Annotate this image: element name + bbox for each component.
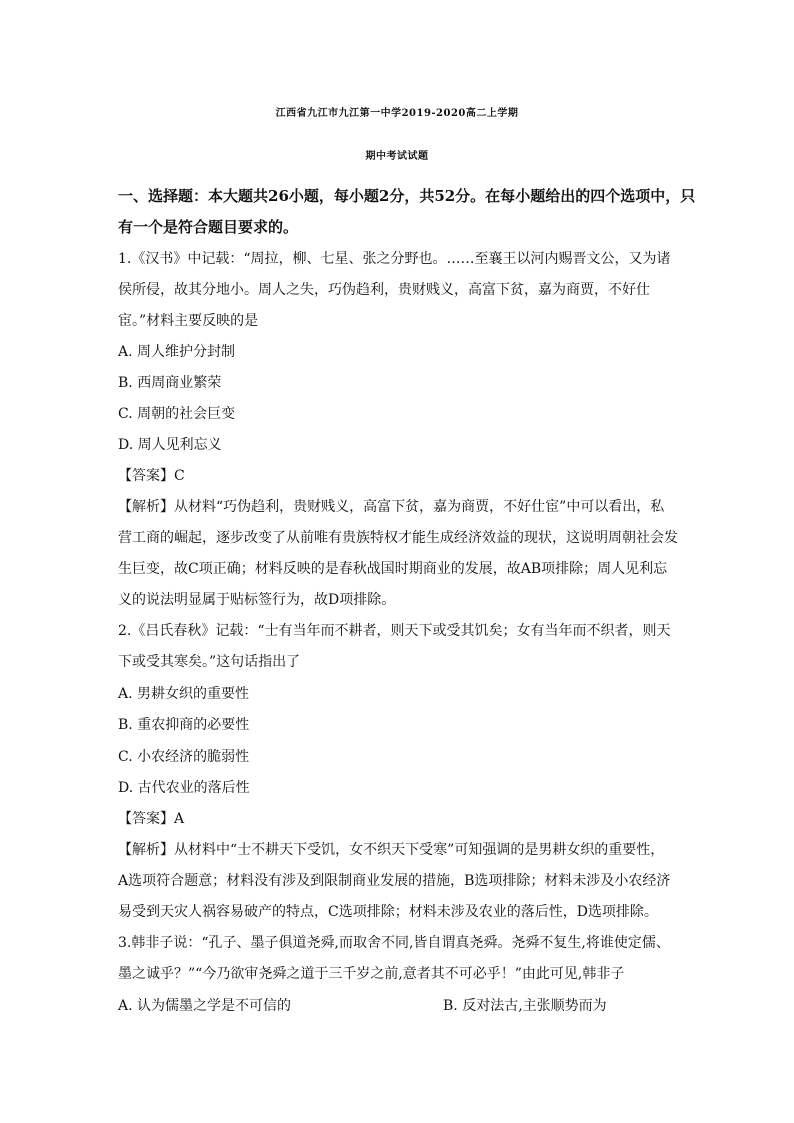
q1-option-b: B. 西周商业繁荣 (118, 375, 222, 391)
q2-analysis-line-2: A选项符合题意；材料没有涉及到限制商业发展的措施，B选项排除；材料未涉及小农经济 (118, 873, 671, 889)
q2-analysis-line-1: 【解析】从材料中“士不耕天下受饥，女不织天下受寒”可知强调的是男耕女织的重要性， (118, 842, 665, 858)
section-heading-line-1: 一、选择题：本大题共26小题，每小题2分，共52分。在每小题给出的四个选项中，只 (118, 187, 696, 205)
q3-stem-line-2: 墨之诚乎？”“今乃欲审尧舜之道于三千岁之前,意者其不可必乎！”由此可见,韩非子 (118, 966, 625, 982)
q1-stem-line-3: 宦。”材料主要反映的是 (118, 313, 259, 329)
q1-analysis-line-1: 【解析】从材料“巧伪趋利，贵财贱义，高富下贫，嘉为商贾，不好仕宦”中可以看出，私 (118, 499, 665, 515)
q1-stem-line-2: 侯所侵，故其分地小。周人之失，巧伪趋利，贵财贱义，高富下贫，嘉为商贾，不好仕 (118, 282, 650, 298)
q1-analysis-line-4: 义的说法明显属于贴标签行为，故D项排除。 (118, 592, 396, 608)
q2-option-a: A. 男耕女织的重要性 (118, 686, 250, 702)
q1-analysis-line-3: 生巨变，故C项正确；材料反映的是春秋战国时期商业的发展，故AB项排除；周人见利忘 (118, 561, 668, 577)
document-title-line-2: 期中考试试题 (365, 151, 429, 162)
q2-stem-line-2: 下或受其寒矣。”这句话指出了 (118, 654, 301, 670)
q2-answer: 【答案】A (118, 811, 185, 827)
q1-answer: 【答案】C (118, 468, 185, 484)
q2-option-b: B. 重农抑商的必要性 (118, 717, 250, 733)
q2-stem-line-1: 2.《吕氏春秋》记载：“士有当年而不耕者，则天下或受其饥矣；女有当年而不织者，则天 (118, 623, 671, 639)
q1-option-d: D. 周人见利忘义 (118, 437, 222, 453)
q1-stem-line-1: 1.《汉书》中记载：“周拉，柳、七星、张之分野也。……至襄王以河内赐晋文公，又为诸 (118, 251, 671, 267)
q2-analysis-line-3: 易受到天灾人祸容易破产的特点，C选项排除；材料未涉及农业的落后性，D选项排除。 (118, 904, 658, 920)
q3-option-a: A. 认为儒墨之学是不可信的 (118, 998, 292, 1014)
q2-option-c: C. 小农经济的脆弱性 (118, 749, 250, 765)
q2-option-d: D. 古代农业的落后性 (118, 780, 250, 796)
section-heading-line-2: 有一个是符合题目要求的。 (118, 218, 299, 236)
q3-option-b: B. 反对法古,主张顺势而为 (443, 998, 607, 1014)
document-title-line-1: 江西省九江市九江第一中学2019-2020高二上学期 (275, 108, 519, 119)
q3-stem-line-1: 3.韩非子说：“孔子、墨子俱道尧舜,而取舍不同,皆自谓真尧舜。尧舜不复生,将谁使定儒、 (118, 935, 670, 951)
q1-option-c: C. 周朝的社会巨变 (118, 406, 236, 422)
q1-option-a: A. 周人维护分封制 (118, 344, 236, 360)
q1-analysis-line-2: 营工商的崛起，逐步改变了从前唯有贵族特权才能生成经济效益的现状，这说明周朝社会发 (118, 530, 678, 546)
